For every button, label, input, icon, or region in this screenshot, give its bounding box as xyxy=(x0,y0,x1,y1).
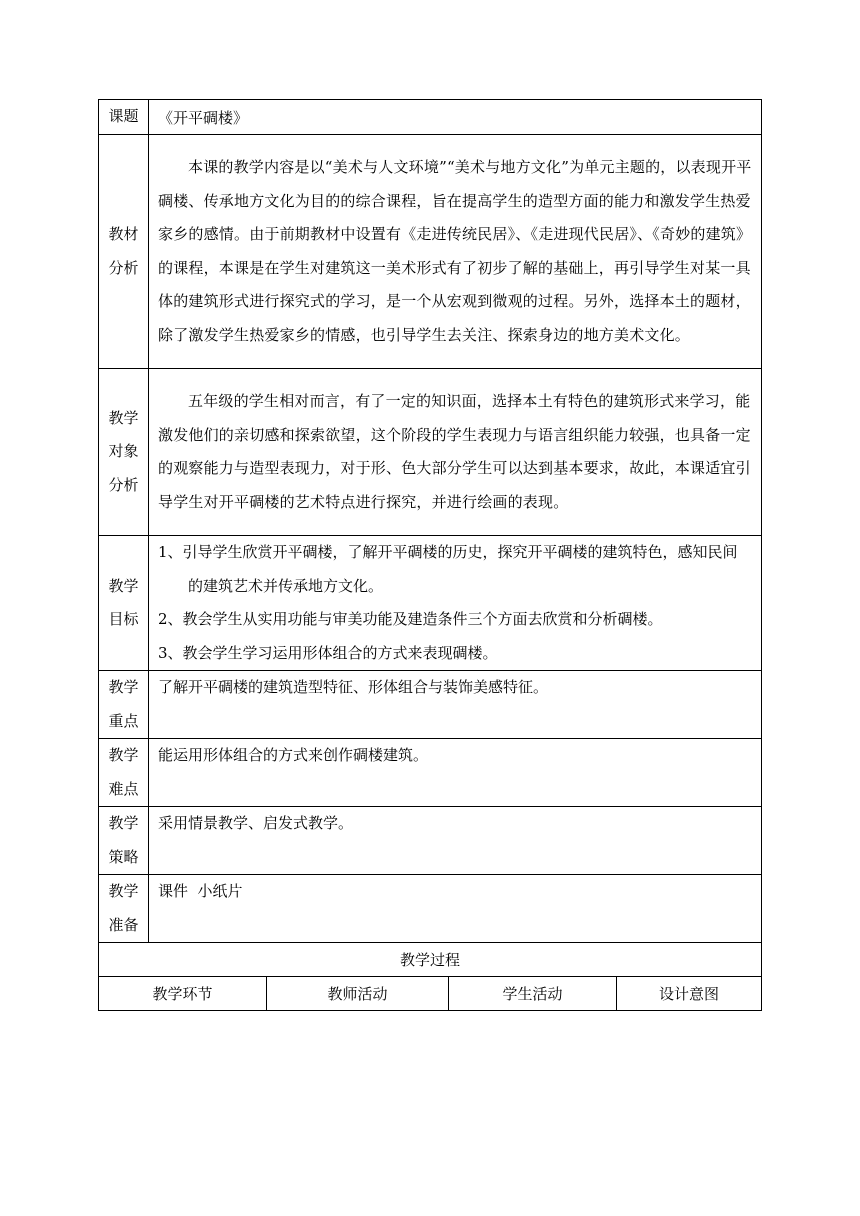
process-header: 教学过程 xyxy=(99,943,762,977)
student-analysis-cell xyxy=(149,369,762,536)
preparation-cell xyxy=(149,875,762,943)
label-line: 重点 xyxy=(108,711,139,730)
label-line: 策略 xyxy=(108,847,139,866)
column-header-teacher: 教师活动 xyxy=(267,977,449,1011)
material-analysis-text: 本课的教学内容是以“美术与人文环境”“美术与地方文化”为单元主题的，以表现开平碉楼、传承地方文化为目的的综合课程，旨在提高学生的造型方面的能力和激发学生热爱家乡的感情。由于前期教材中设置有《走进传统民居》、《走进现代民居》、《奇妙的建筑》的课程，本课是在学生对建筑这一美术形式有了初步了解的基础上，再引导学生对某一具体的建筑形式进行探究式的学习，是一个从宏观到微观的过程。另外，选择本土的题材，除了激发学生热爱家乡的情感，也引导学生去关注、探索身边的地方美术文化。 xyxy=(158,158,752,344)
label-line: 教学 xyxy=(108,814,139,832)
difficulties-label xyxy=(99,739,149,807)
column-header-student: 学生活动 xyxy=(449,977,617,1011)
preparation-row xyxy=(99,875,762,943)
label-line: 分析 xyxy=(108,258,139,277)
student-analysis-text: 五年级的学生相对而言，有了一定的知识面，选择本土有特色的建筑形式来学习，能激发他们的亲切感和探索欲望，这个阶段的学生表现力与语言组织能力较强，也具备一定的观察能力与造型表现力，对于形、色大部分学生可以达到基本要求，故此，本课适宜引导学生对开平碉楼的艺术特点进行探究，并进行绘画的表现。 xyxy=(158,392,751,511)
strategy-row xyxy=(99,807,762,875)
label-line: 教学 xyxy=(108,408,139,427)
label-line: 教材 xyxy=(108,225,139,243)
material-analysis-row xyxy=(99,135,762,369)
key-points-text: 了解开平碉楼的建筑造型特征、形体组合与装饰美感特征。 xyxy=(158,678,549,696)
label-line: 对象 xyxy=(108,442,139,461)
material-analysis-cell xyxy=(149,135,762,369)
label-line: 教学 xyxy=(108,746,139,764)
label-line: 教学 xyxy=(108,576,139,595)
strategy-label xyxy=(99,807,149,875)
key-points-label xyxy=(99,671,149,739)
strategy-text: 采用情景教学、启发式教学。 xyxy=(158,814,354,832)
label-line: 准备 xyxy=(108,915,139,934)
objective-item: 3、教会学生学习运用形体组合的方式来表现碉楼。 xyxy=(158,643,498,662)
difficulties-row xyxy=(99,739,762,807)
preparation-label xyxy=(99,875,149,943)
process-header-row xyxy=(99,943,762,977)
label-line: 分析 xyxy=(108,475,139,494)
column-header-stage: 教学环节 xyxy=(99,977,267,1011)
difficulties-cell xyxy=(149,739,762,807)
objectives-row xyxy=(99,536,762,671)
difficulties-text: 能运用形体组合的方式来创作碉楼建筑。 xyxy=(158,746,429,764)
key-points-row xyxy=(99,671,762,739)
strategy-cell xyxy=(149,807,762,875)
objective-item: 1、引导学生欣赏开平碉楼，了解开平碉楼的历史，探究开平碉楼的建筑特色，感知民间的建筑艺术并传承地方文化。 xyxy=(158,543,738,595)
title-value: 《开平碉楼》 xyxy=(149,100,762,135)
label-line: 教学 xyxy=(108,882,139,900)
process-columns-row xyxy=(99,977,762,1011)
objectives-cell xyxy=(149,536,762,671)
column-header-intent: 设计意图 xyxy=(617,977,762,1011)
material-analysis-label xyxy=(99,135,149,369)
objective-item: 2、教会学生从实用功能与审美功能及建造条件三个方面去欣赏和分析碉楼。 xyxy=(158,610,663,628)
preparation-text: 课件 小纸片 xyxy=(158,882,243,900)
title-label: 课题 xyxy=(99,100,149,135)
label-line: 教学 xyxy=(108,678,139,696)
key-points-cell xyxy=(149,671,762,739)
title-row xyxy=(99,100,762,135)
student-analysis-label xyxy=(99,369,149,536)
lesson-plan-table xyxy=(98,99,762,1011)
label-line: 难点 xyxy=(108,779,139,798)
objectives-label xyxy=(99,536,149,671)
label-line: 目标 xyxy=(108,610,139,628)
student-analysis-row xyxy=(99,369,762,536)
